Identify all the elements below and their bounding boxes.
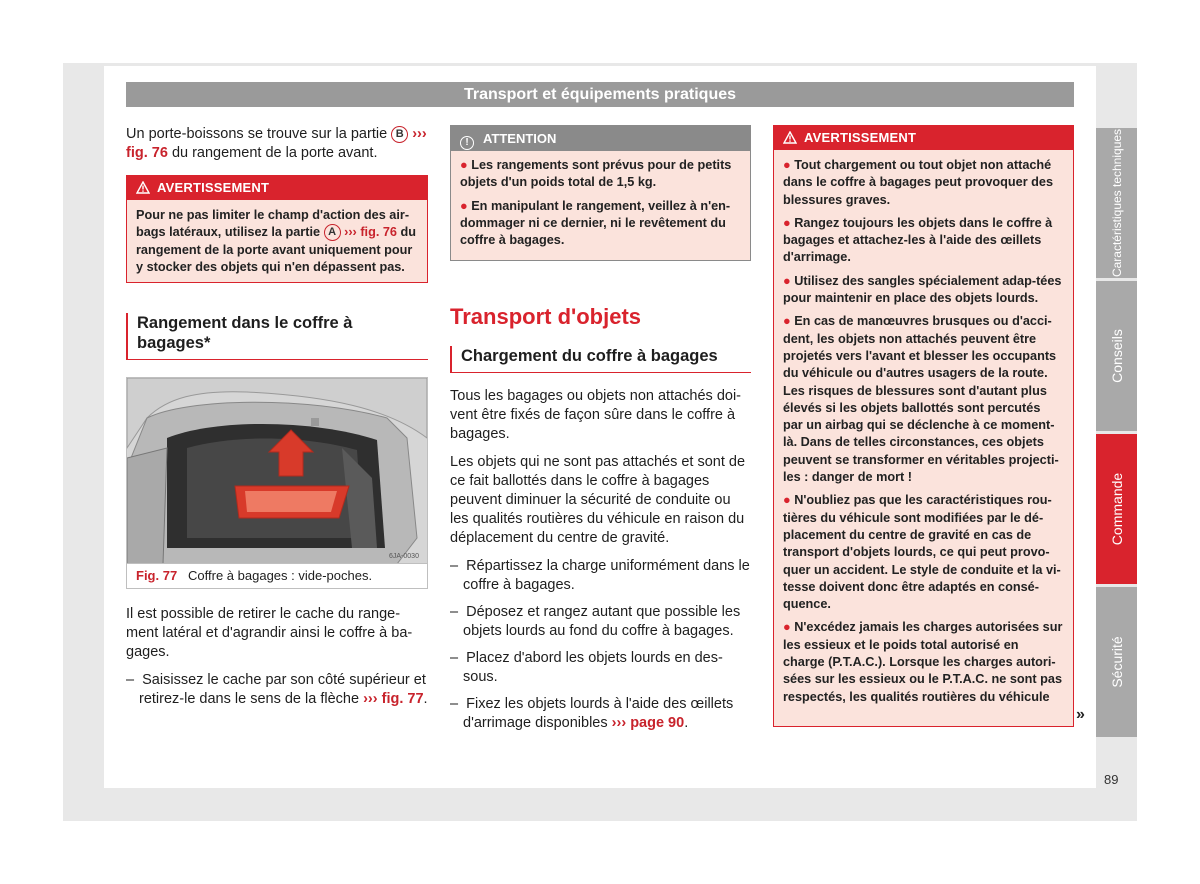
marker-a: A <box>324 224 341 241</box>
attention-title: ATTENTION <box>483 131 557 146</box>
attention-item: ● Les rangements sont prévus pour de petits objets d'un poids total de 1,5 kg. <box>460 158 732 190</box>
tab-caracteristiques-techniques[interactable] <box>1096 128 1137 278</box>
body-paragraph: Il est possible de retirer le cache du range-ment latéral et d'agrandir ainsi le coffre à ba-gages. <box>126 606 413 661</box>
sub-title: Chargement du coffre à bagages <box>450 346 751 373</box>
body-paragraph: Tous les bagages ou objets non attachés doi-vent être fixés de façon sûre dans le coffre à bagages. <box>450 388 742 443</box>
attention-header <box>451 126 750 151</box>
warning-item: ● Rangez toujours les objets dans le coffre à bagages et attachez-les à l'aide des œillets d'arrimage. <box>783 215 1053 265</box>
figure-77 <box>126 377 428 589</box>
tab-label: Conseils <box>1108 329 1125 383</box>
warning-icon <box>136 181 150 194</box>
attention-body <box>451 151 750 260</box>
tab-commande[interactable] <box>1096 434 1137 584</box>
warning-box <box>773 125 1074 727</box>
warning-box <box>126 175 428 283</box>
warning-header <box>127 176 427 200</box>
tab-label: Commande <box>1108 472 1125 546</box>
info-icon: ! <box>460 136 474 150</box>
step-item: – Saisissez le cache par son côté supérieur et retirez-le dans le sens de la flèche ››› fig. 77. <box>126 672 428 708</box>
warning-item: ● En cas de manœuvres brusques ou d'acci-dent, les objets non attachés peuvent être projetés vers l'avant et blesser les occupants du véhicule ou d'autres usagers de la route. Les risques de blessures sont d'autant plus élevés si les objets ballottés sont percutés par un airbag qui se déclenche à ce moment-là. Dans de telles circonstances, ces objets peuvent se transformer en véritables projecti-les : danger de mort ! <box>783 314 1059 485</box>
trunk-illustration <box>127 378 427 564</box>
warning-item: ● Utilisez des sangles spécialement adap-tées pour maintenir en place des objets lourds. <box>783 273 1062 306</box>
list-item: – Fixez les objets lourds à l'aide des œillets d'arrimage disponibles ››› page 90. <box>450 696 734 732</box>
tab-conseils[interactable] <box>1096 281 1137 431</box>
attention-item: ● En manipulant le rangement, veillez à n'en-dommager ni ce dernier, ni le revêtement du coffre à bagages. <box>460 198 731 248</box>
warning-body: Pour ne pas limiter le champ d'action des air-bags latéraux, utilisez la partie A ››› fig. 76 du rangement de la porte avant uniquement pour y stocker des objets qui n'en dépassent pas. <box>136 208 417 274</box>
tab-label: Sécurité <box>1108 636 1125 688</box>
warning-item: ● N'oubliez pas que les caractéristiques rou-tières du véhicule sont modifiées par le dé-placement du centre de gravité en cas de transport d'objets lourds, ce qui peut provo-quer un accident. Le style de conduite et la vi-tesse doivent donc être adaptés en consé-quence. <box>783 493 1061 612</box>
section-title: Rangement dans le coffre à bagages* <box>126 313 428 360</box>
tab-securite[interactable] <box>1096 587 1137 737</box>
figure-caption: Fig. 77 Coffre à bagages : vide-poches. <box>136 568 373 584</box>
list-item: – Répartissez la charge uniformément dans le coffre à bagages. <box>450 558 750 594</box>
list-item: – Déposez et rangez autant que possible les objets lourds au fond du coffre à bagages. <box>450 604 741 640</box>
column-middle <box>450 125 751 741</box>
figure-code: 6JA-0030 <box>389 553 419 561</box>
continued-mark: » <box>1076 706 1085 723</box>
warning-body <box>774 150 1073 718</box>
page-header: Transport et équipements pratiques <box>126 82 1074 107</box>
body-paragraph: Les objets qui ne sont pas attachés et sont de ce fait ballottés dans le coffre à bagages peuvent diminuer la sécurité de conduite ou les qualités routières du véhicule en raison du déplacement du centre de gravité. <box>450 454 746 547</box>
main-title: Transport d'objets <box>450 304 642 330</box>
ref-arrows: ››› <box>412 126 427 142</box>
fig-76-link[interactable]: fig. 76 <box>126 145 168 161</box>
intro-paragraph: Un porte-boissons se trouve sur la partie B ››› fig. 76 du rangement de la porte avant. <box>126 126 427 161</box>
warning-title: AVERTISSEMENT <box>804 130 917 145</box>
attention-box <box>450 125 751 261</box>
column-right <box>773 125 1074 737</box>
trunk-drawing <box>127 378 427 564</box>
warning-title: AVERTISSEMENT <box>157 180 270 195</box>
page-90-link[interactable]: page 90 <box>630 715 685 732</box>
marker-b: B <box>391 126 408 143</box>
column-left <box>126 125 428 717</box>
fig-76-link[interactable]: fig. 76 <box>360 225 397 240</box>
tab-label: Caractéristiques techniques <box>1109 128 1124 278</box>
page-number: 89 <box>1104 772 1119 787</box>
fig-77-link[interactable]: fig. 77 <box>381 691 424 708</box>
warning-icon <box>783 131 797 144</box>
warning-item: ● Tout chargement ou tout objet non attaché dans le coffre à bagages peut provoquer des blessures graves. <box>783 158 1054 207</box>
list-item: – Placez d'abord les objets lourds en des-sous. <box>450 650 723 686</box>
warning-header <box>774 126 1073 150</box>
warning-item: ● N'excédez jamais les charges autorisées sur les essieux et le poids total autorisé en charge (P.T.A.C.). Lorsque les charges autori-sées sur les essieux ou le P.T.A.C. ne sont pas respectés, les qualités routières du véhicule <box>783 620 1063 704</box>
